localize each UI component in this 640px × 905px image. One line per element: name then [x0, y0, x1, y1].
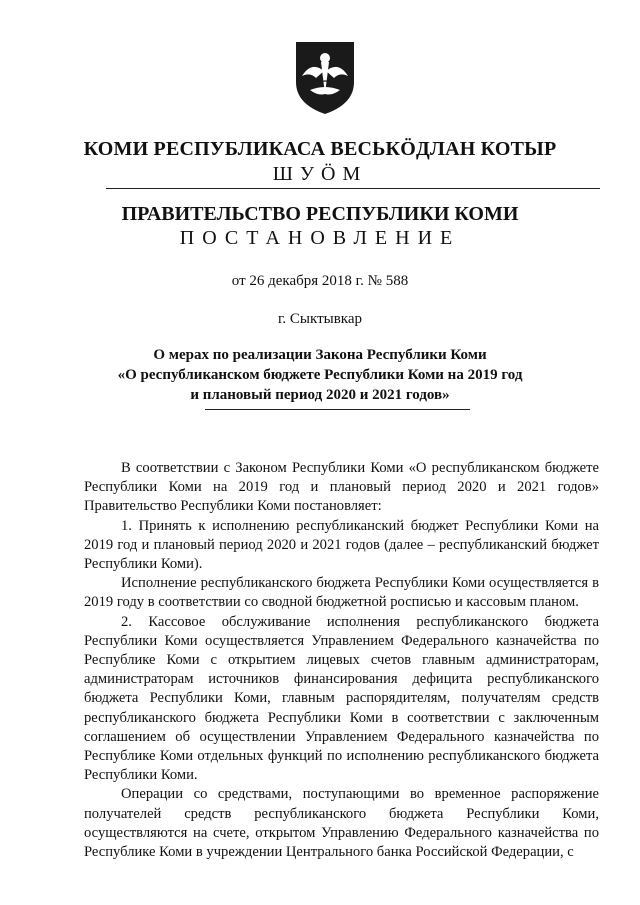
body-paragraph: Операции со средствами, поступающими во временное распоряжение получателей средств республиканского бюджета Республики Коми, осуществляются на счете, открытом Управлению Федерального казначейства по Республике Коми в учреждении Центрального банка Российской Федерации, с	[84, 786, 599, 861]
header-divider	[106, 188, 600, 189]
subject-underline	[205, 409, 470, 410]
subject-line: «О республиканском бюджете Республики Коми на 2019 год	[117, 367, 523, 383]
decree-body	[84, 459, 599, 862]
government-title: ПРАВИТЕЛЬСТВО РЕСПУБЛИКИ КОМИ	[121, 203, 519, 225]
body-paragraph: 1. Принять к исполнению республиканский бюджет Республики Коми на 2019 год и плановый период 2020 и 2021 годов (далее – республиканский бюджет Республики Коми).	[84, 517, 599, 573]
decree-city: г. Сыктывкар	[277, 311, 363, 327]
komi-decree-label: ШУӦМ	[272, 163, 368, 185]
subject-line: О мерах по реализации Закона Республики Коми	[153, 347, 487, 363]
body-paragraph: В соответствии с Законом Республики Коми «О республиканском бюджете Республики Коми на 2019 год и плановый период 2020 и 2021 годов» Правительство Республики Коми постановляет:	[84, 460, 599, 515]
komi-government-title: КОМИ РЕСПУБЛИКАСА ВЕСЬКӦДЛАН КОТЫР	[83, 138, 557, 160]
subject-line: и плановый период 2020 и 2021 годов»	[190, 387, 450, 403]
komi-coat-of-arms-icon	[292, 38, 358, 116]
body-paragraph: 2. Кассовое обслуживание исполнения республиканского бюджета Республики Коми осуществляется Управлением Федерального казначейства по Республике Коми с открытием лицевых счетов главным администраторам, администраторам источников финансирования дефицита республиканского бюджета Республики Коми, главным распорядителям, получателям средств республиканского бюджета Республики Коми в соответствии с заключенным соглашением об осуществлении Управлением Федерального казначейства по Республике Коми отдельных функций по исполнению республиканского бюджета Республики Коми.	[84, 613, 599, 784]
decree-date: от 26 декабря 2018 г. № 588	[231, 273, 409, 289]
decree-subject	[0, 345, 640, 405]
decree-label: ПОСТАНОВЛЕНИЕ	[179, 227, 461, 249]
body-paragraph: Исполнение республиканского бюджета Республики Коми осуществляется в 2019 году в соответствии со сводной бюджетной росписью и кассовым планом.	[84, 575, 599, 611]
